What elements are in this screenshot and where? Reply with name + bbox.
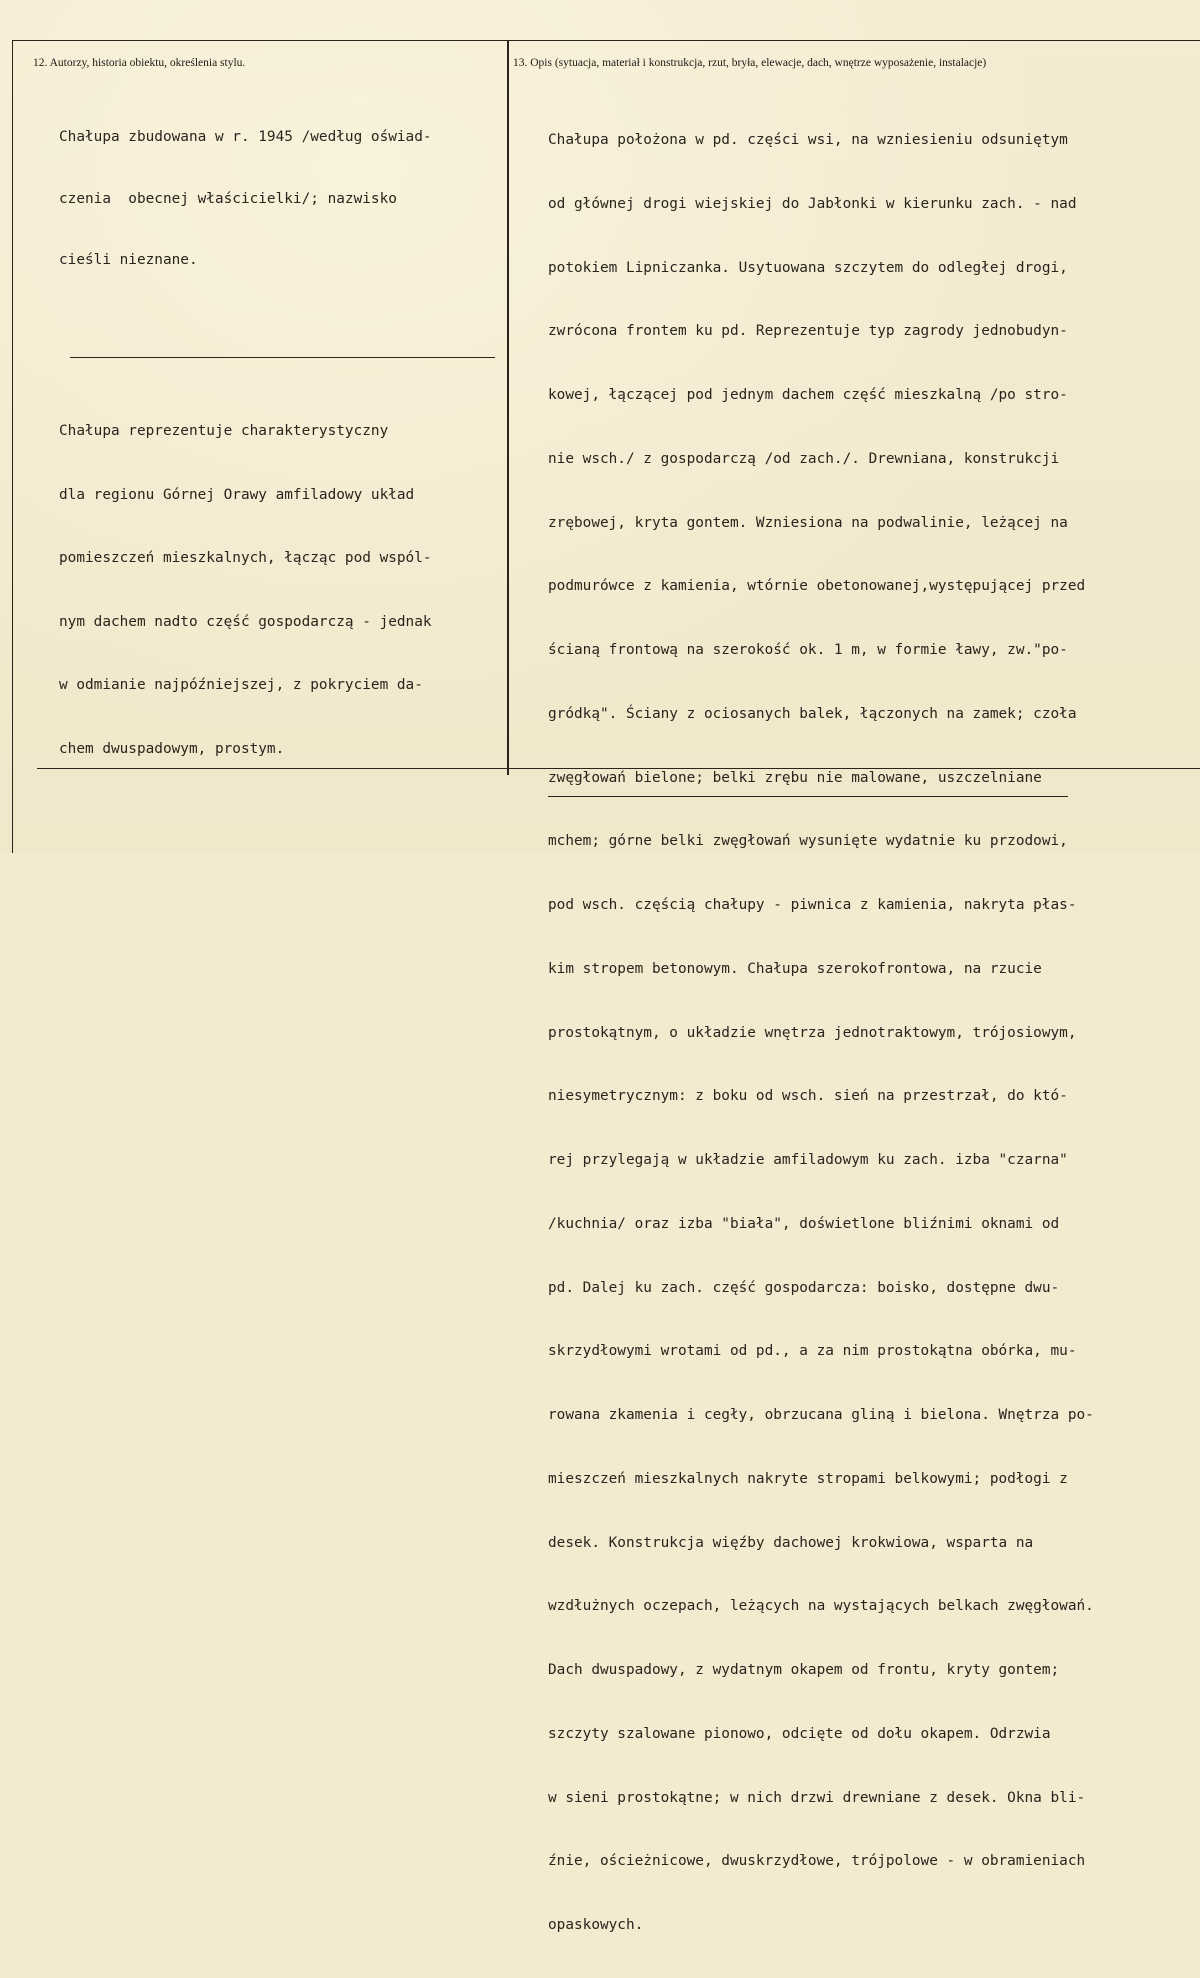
text-line: Chałupa reprezentuje charakterystyczny [59,423,389,439]
text-line: mchem; górne belki zwęgłowań wysunięte wydatnie ku przodowi, [548,833,1068,850]
text-line: rowana zkamenia i cegły, obrzucana gliną i bielona. Wnętrza po- [548,1407,1094,1423]
text-line: nie wsch./ z gospodarczą /od zach./. Drewniana, konstrukcji [548,450,1060,467]
text-line: Chałupa zbudowana w r. 1945 /według oświad- [59,129,432,145]
text-line: opaskowych. [548,1917,644,1933]
text-line: szczyty szalowane pionowo, odcięte od dołu okapem. Odrzwia [548,1725,1051,1742]
text-line: wzdłużnych oczepach, leżących na wystających belkach zwęgłowań. [548,1598,1094,1615]
text-line: gródką". Ściany z ociosanych balek, łączonych na zamek; czoła [548,705,1077,722]
text-line: od głównej drogi wiejskiej do Jabłonki w kierunku zach. - nad [548,195,1077,212]
text-line: /kuchnia/ oraz izba "biała", doświetlone bliźnimi oknami od [548,1215,1060,1232]
strikethrough-line [548,796,1068,797]
text-line: potokiem Lipniczanka. Usytuowana szczytem do odległej drogi, [548,259,1068,276]
heading-13: 13. Opis (sytuacja, materiał i konstrukcja, rzut, bryła, elewacje, dach, wnętrze wyposażenie, instalacje) [513,57,987,69]
text-line: prostokątnym, o układzie wnętrza jednotraktowym, trójosiowym, [548,1024,1077,1041]
text-line: kowej, łączącej pod jednym dachem część mieszkalną /po stro- [548,387,1068,403]
left-section-divider [70,357,495,358]
text-line: dla regionu Górnej Orawy amfiladowy układ [59,486,415,503]
text-line: zwęgłowań bielone; belki zrębu nie malowane, uszczelniane [548,769,1042,786]
text-line: kim stropem betonowym. Chałupa szerokofrontowa, na rzucie [548,960,1042,977]
text-line: Dach dwuspadowy, z wydatnym okapem od frontu, kryty gontem; [548,1662,1060,1678]
text-line: nym dachem nadto część gospodarczą - jednak [59,613,432,630]
text-line: pod wsch. częścią chałupy - piwnica z kamienia, nakryta płas- [548,897,1077,913]
text-line: w odmianie najpóźniejszej, z pokryciem da- [59,677,423,693]
text-line: zrębowej, kryta gontem. Wzniesiona na podwalinie, leżącej na [548,514,1068,531]
text-line: cieśli nieznane. [59,252,198,268]
description-text-block [548,89,1094,1978]
column-divider-line [507,40,509,775]
text-line: podmurówce z kamienia, wtórnie obetonowanej,występującej przed [548,578,1086,595]
top-border-line [12,40,1200,41]
text-line: ścianą frontową na szerokość ok. 1 m, w formie ławy, zw."po- [548,642,1068,658]
heading-12: 12. Autorzy, historia obiektu, określenia stylu. [33,57,246,69]
left-border-line [12,40,13,853]
text-line: skrzydłowymi wrotami od pd., a za nim prostokątna obórka, mu- [548,1343,1077,1360]
text-line: niesymetrycznym: z boku od wsch. sień na przestrzał, do któ- [548,1088,1068,1105]
text-line: desek. Konstrukcja więźby dachowej krokwiowa, wsparta na [548,1534,1034,1551]
text-line: czenia obecnej właścicielki/; nazwisko [59,190,397,207]
text-line: pd. Dalej ku zach. część gospodarcza: boisko, dostępne dwu- [548,1279,1060,1296]
text-line: źnie, ościeżnicowe, dwuskrzydłowe, trójpolowe - w obramieniach [548,1853,1086,1870]
text-line: zwrócona frontem ku pd. Reprezentuje typ zagrody jednobudyn- [548,323,1068,340]
text-line: mieszczeń mieszkalnych nakryte stropami belkowymi; podłogi z [548,1470,1068,1487]
text-line: Chałupa położona w pd. części wsi, na wzniesieniu odsuniętym [548,132,1068,148]
text-line: w sieni prostokątne; w nich drzwi drewniane z desek. Okna bli- [548,1789,1086,1806]
history-text-block [59,87,432,312]
text-line: rej przylegają w układzie amfiladowym ku zach. izba "czarna" [548,1152,1068,1168]
text-line: chem dwuspadowym, prostym. [59,740,285,757]
text-line: pomieszczeń mieszkalnych, łącząc pod wspól- [59,550,432,566]
style-text-block [59,380,432,801]
